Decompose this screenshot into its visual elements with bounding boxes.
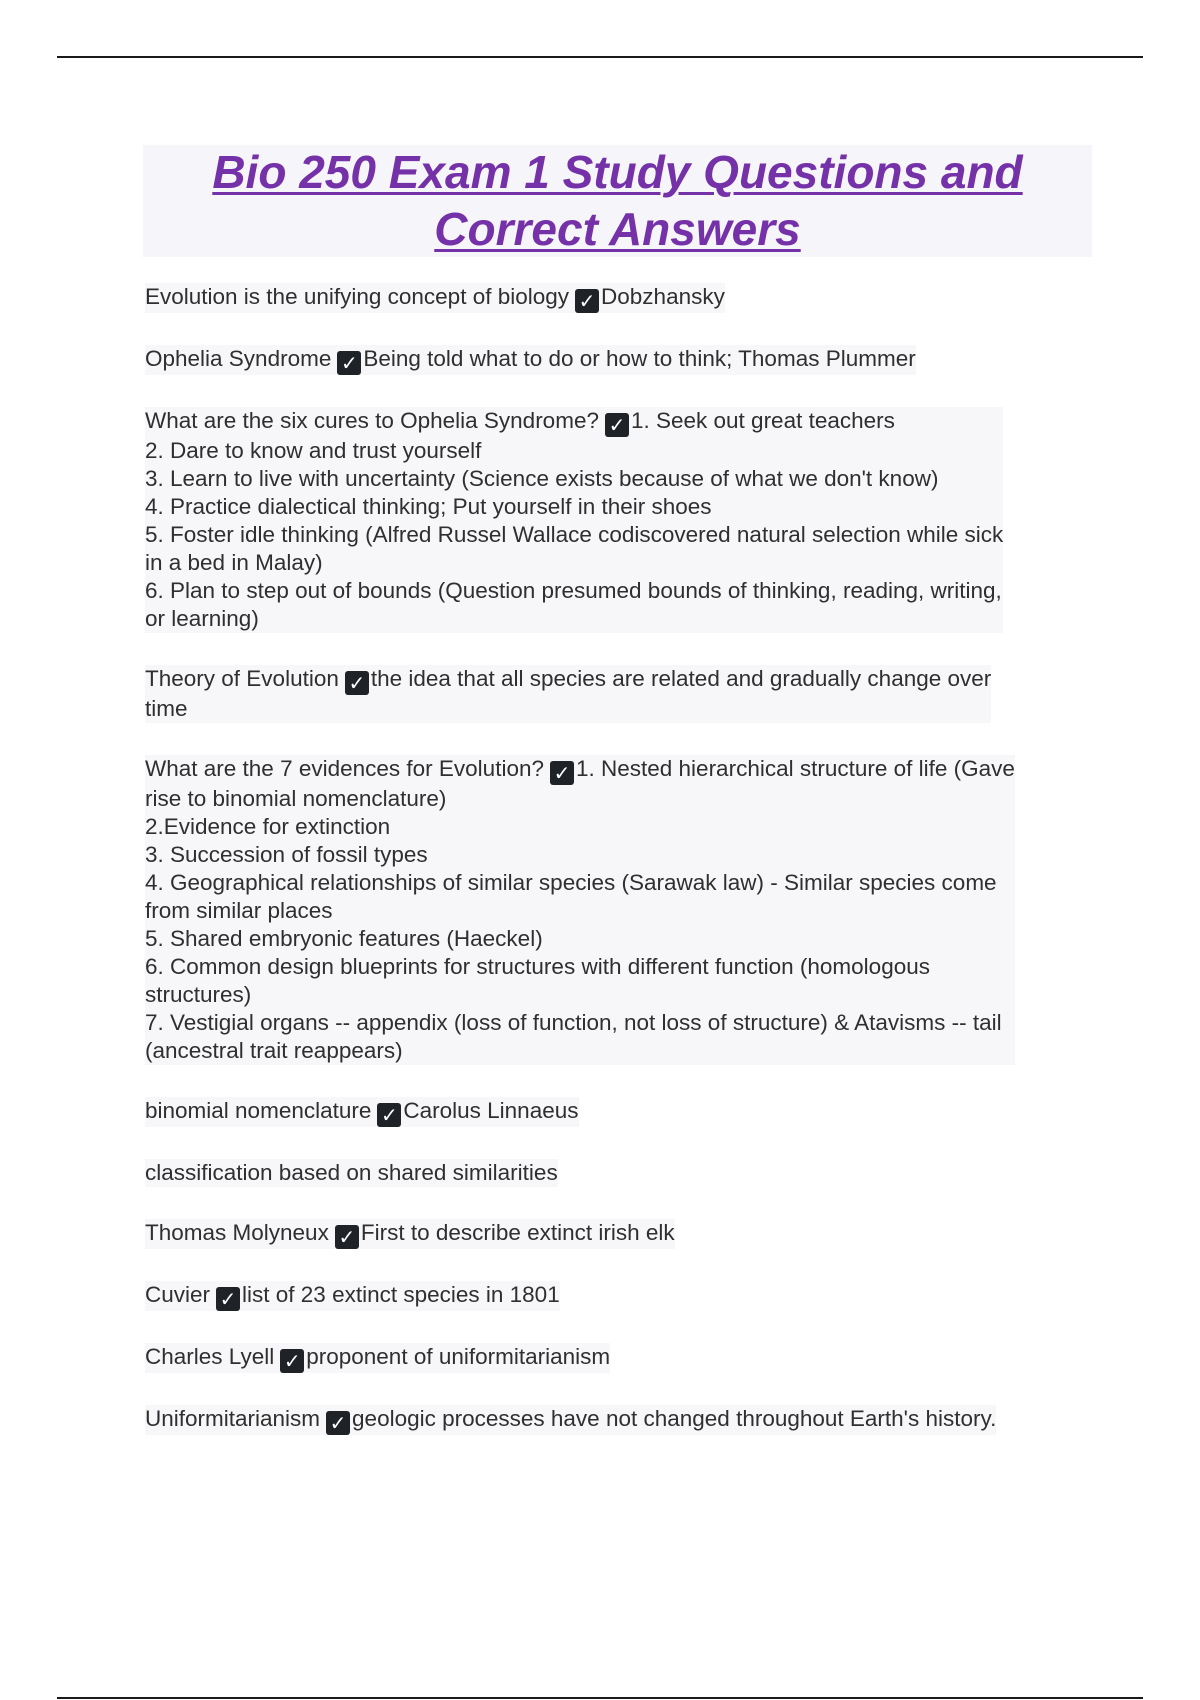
answer-text: geologic processes have not changed throughout Earth's history. bbox=[352, 1406, 997, 1431]
question-text: Evolution is the unifying concept of biology bbox=[145, 284, 570, 309]
question-text: Theory of Evolution bbox=[145, 666, 339, 691]
checkmark-icon: ✓ bbox=[216, 1287, 240, 1311]
question-text: Ophelia Syndrome bbox=[145, 346, 332, 371]
qa-item bbox=[145, 345, 916, 375]
checkmark-icon: ✓ bbox=[605, 413, 629, 437]
question-text: binomial nomenclature bbox=[145, 1098, 372, 1123]
qa-item bbox=[145, 1405, 996, 1435]
checkmark-icon: ✓ bbox=[550, 761, 574, 785]
checkmark-icon: ✓ bbox=[326, 1411, 350, 1435]
answer-text: First to describe extinct irish elk bbox=[360, 1220, 675, 1245]
qa-item bbox=[145, 1219, 675, 1249]
top-rule bbox=[57, 56, 1143, 58]
question-text: What are the 7 evidences for Evolution? bbox=[145, 756, 544, 781]
question-text: Uniformitarianism bbox=[145, 1406, 321, 1431]
answer-text: list of 23 extinct species in 1801 bbox=[242, 1282, 560, 1307]
answer-text: proponent of uniformitarianism bbox=[306, 1344, 611, 1369]
page-title: Bio 250 Exam 1 Study Questions and Correct Answers bbox=[212, 146, 1023, 255]
qa-item bbox=[145, 283, 725, 313]
question-text: What are the six cures to Ophelia Syndrome? bbox=[145, 408, 599, 433]
checkmark-icon: ✓ bbox=[377, 1103, 401, 1127]
question-text: Cuvier bbox=[145, 1282, 211, 1307]
checkmark-icon: ✓ bbox=[337, 351, 361, 375]
checkmark-icon: ✓ bbox=[345, 671, 369, 695]
qa-item bbox=[145, 1343, 610, 1373]
qa-item bbox=[145, 407, 1003, 633]
question-text: classification based on shared similarities bbox=[145, 1160, 558, 1185]
bottom-rule bbox=[57, 1697, 1143, 1699]
checkmark-icon: ✓ bbox=[335, 1225, 359, 1249]
qa-item bbox=[145, 1159, 558, 1187]
checkmark-icon: ✓ bbox=[280, 1349, 304, 1373]
qa-list bbox=[145, 283, 1090, 1435]
question-text: Charles Lyell bbox=[145, 1344, 275, 1369]
answer-text: Being told what to do or how to think; Thomas Plummer bbox=[363, 346, 916, 371]
answer-text: the idea that all species are related and gradually change over time bbox=[145, 666, 992, 721]
checkmark-icon: ✓ bbox=[575, 289, 599, 313]
answer-text: 1. Seek out great teachers 2. Dare to know and trust yourself 3. Learn to live with uncertainty (Science exists because of what we don't know) 4. Practice dialectical thinking; Put yourself in their shoes 5. Foster idle thinking (Alfred Russel Wallace codiscovered natural selection while sick in a bed in Malay) 6. Plan to step out of bounds (Question presumed bounds of thinking, reading, writing, or learning) bbox=[145, 408, 1004, 631]
qa-item bbox=[145, 665, 991, 723]
answer-text: Dobzhansky bbox=[601, 284, 725, 309]
answer-text: Carolus Linnaeus bbox=[403, 1098, 579, 1123]
qa-item bbox=[145, 1281, 560, 1311]
qa-item bbox=[145, 1097, 579, 1127]
qa-item bbox=[145, 755, 1015, 1065]
title-banner bbox=[143, 145, 1092, 257]
answer-text: 1. Nested hierarchical structure of life (Gave rise to binomial nomenclature) 2.Evidence for extinction 3. Succession of fossil types 4. Geographical relationships of similar species (Sarawak law) - Similar species come from similar places 5. Shared embryonic features (Haeckel) 6. Common design blueprints for structures with different function (homologous structures) 7. Vestigial organs -- appendix (loss of function, not loss of structure) & Atavisms -- tail (ancestral trait reappears) bbox=[145, 756, 1015, 1063]
question-text: Thomas Molyneux bbox=[145, 1220, 329, 1245]
